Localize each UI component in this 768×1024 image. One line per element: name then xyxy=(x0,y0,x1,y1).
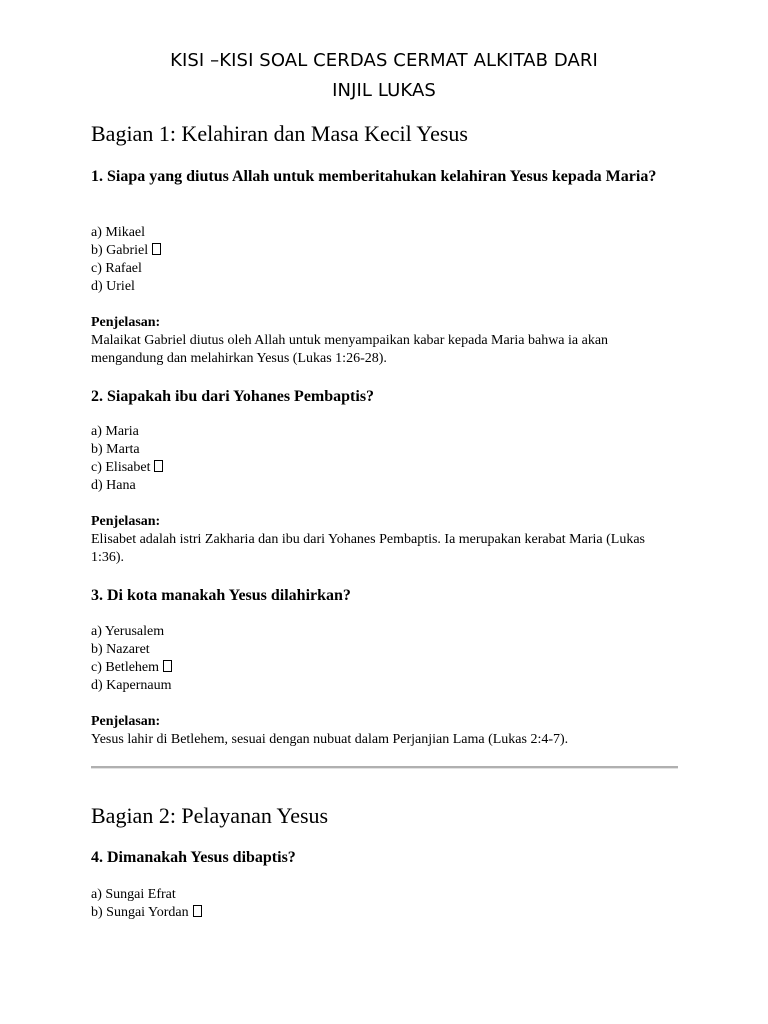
explanation-question-3 xyxy=(91,713,681,749)
question-2: 2. Siapakah ibu dari Yohanes Pembaptis? xyxy=(91,388,375,405)
option-3c xyxy=(91,659,172,677)
option-label: c) Elisabet xyxy=(91,460,151,475)
question-1: 1. Siapa yang diutus Allah untuk memberitahukan kelahiran Yesus kepada Maria? xyxy=(91,168,657,185)
checkmark-box-icon xyxy=(152,243,161,255)
options-question-4 xyxy=(91,886,202,922)
checkmark-box-icon xyxy=(163,660,172,672)
option-1d xyxy=(91,278,161,296)
section-heading-2: Bagian 2: Pelayanan Yesus xyxy=(91,803,329,828)
option-label: b) Gabriel xyxy=(91,243,149,258)
document-title-line-2: INJIL LUKAS xyxy=(332,80,436,101)
option-1b xyxy=(91,242,161,260)
option-4b xyxy=(91,904,202,922)
option-3b xyxy=(91,641,172,659)
option-3a xyxy=(91,623,172,641)
checkmark-box-icon xyxy=(193,905,202,917)
option-label: b) Sungai Yordan xyxy=(91,905,189,920)
explanation-label: Penjelasan: xyxy=(91,714,161,729)
section-heading-1: Bagian 1: Kelahiran dan Masa Kecil Yesus xyxy=(91,121,468,146)
option-1c xyxy=(91,260,161,278)
explanation-text: Elisabet adalah istri Zakharia dan ibu dari Yohanes Pembaptis. Ia merupakan kerabat Maria (Lukas 1:36). xyxy=(91,532,645,565)
explanation-label: Penjelasan: xyxy=(91,514,161,529)
option-label: a) Maria xyxy=(91,424,139,439)
option-label: c) Rafael xyxy=(91,261,142,276)
question-3: 3. Di kota manakah Yesus dilahirkan? xyxy=(91,587,351,604)
option-2d xyxy=(91,477,163,495)
option-label: b) Nazaret xyxy=(91,642,150,657)
option-1a xyxy=(91,224,161,242)
question-4: 4. Dimanakah Yesus dibaptis? xyxy=(91,849,296,866)
option-label: a) Sungai Efrat xyxy=(91,887,176,902)
explanation-question-2 xyxy=(91,513,681,567)
option-label: a) Yerusalem xyxy=(91,624,165,639)
option-3d xyxy=(91,677,172,695)
option-2b xyxy=(91,441,163,459)
option-label: d) Hana xyxy=(91,478,136,493)
explanation-label: Penjelasan: xyxy=(91,315,161,330)
options-question-1 xyxy=(91,224,161,296)
options-question-3 xyxy=(91,623,172,695)
option-label: b) Marta xyxy=(91,442,140,457)
option-label: d) Uriel xyxy=(91,279,135,294)
option-2c xyxy=(91,459,163,477)
explanation-text: Yesus lahir di Betlehem, sesuai dengan nubuat dalam Perjanjian Lama (Lukas 2:4-7). xyxy=(91,732,569,747)
explanation-text: Malaikat Gabriel diutus oleh Allah untuk menyampaikan kabar kepada Maria bahwa ia akan mengandung dan melahirkan Yesus (Lukas 1:26-28). xyxy=(91,333,609,366)
options-question-2 xyxy=(91,423,163,495)
document-title-line-1: KISI –KISI SOAL CERDAS CERMAT ALKITAB DARI xyxy=(170,50,598,71)
option-2a xyxy=(91,423,163,441)
option-label: d) Kapernaum xyxy=(91,678,172,693)
checkmark-box-icon xyxy=(154,460,163,472)
section-divider xyxy=(91,766,678,769)
option-label: a) Mikael xyxy=(91,225,146,240)
option-4a xyxy=(91,886,202,904)
option-label: c) Betlehem xyxy=(91,660,160,675)
explanation-question-1 xyxy=(91,314,681,368)
